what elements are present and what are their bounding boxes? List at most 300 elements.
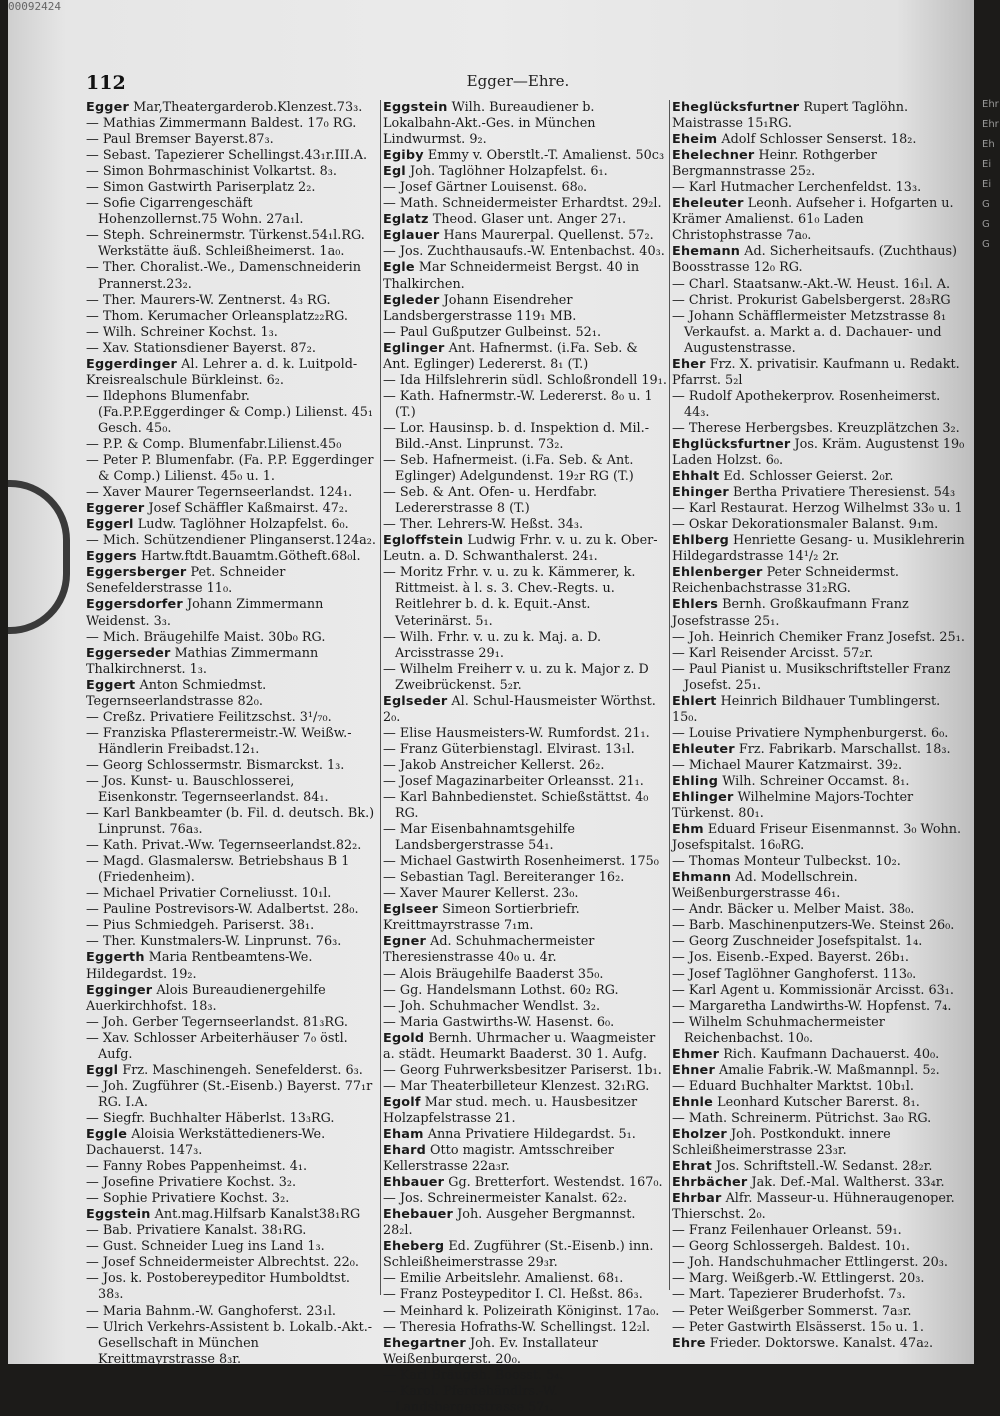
entry-text: Sebastian Tagl. Bereiteranger 16₂. bbox=[399, 870, 625, 886]
entry-text: Henriette Gesang- u. Musiklehrerin Hildegardstrasse 14¹/₂ 2r. bbox=[672, 533, 965, 565]
entry-text: Margaretha Landwirths-W. Hopfenst. 7₄. bbox=[688, 998, 952, 1014]
directory-subentry bbox=[672, 501, 968, 517]
entry-text: Joh. Ausgeher Bergmannst. 28₂l. bbox=[383, 1207, 636, 1239]
surname-heading: Eggl bbox=[86, 1062, 119, 1078]
entry-text: Joh. Ev. Installateur Weißenburgerst. 20₀. bbox=[383, 1335, 598, 1367]
directory-subentry bbox=[672, 293, 968, 309]
entry-text: Ther. Kunstmalers-W. Linprunst. 76₃. bbox=[102, 934, 342, 950]
directory-subentry bbox=[383, 1320, 668, 1336]
entry-text: Karl Agent u. Kommissionär Arcisst. 63₁. bbox=[688, 982, 954, 998]
entry-text: Ther. Maurers-W. Zentnerst. 4₃ RG. bbox=[102, 292, 331, 308]
entry-text: Oskar Dekorationsmaler Balanst. 9₁m. bbox=[688, 517, 939, 533]
surname-heading: Eglauer bbox=[383, 228, 440, 244]
directory-entry bbox=[672, 196, 968, 244]
entry-text: Emmy v. Oberstlt.-T. Amalienst. 50c₃ bbox=[427, 148, 665, 164]
entry-text: Paul Pianist u. Musikschriftsteller Franz Josefst. 25₁. bbox=[684, 661, 951, 693]
directory-subentry bbox=[86, 325, 376, 341]
entry-text: Jakob Anstreicher Kellerst. 26₂. bbox=[399, 757, 605, 773]
surname-heading: Egiby bbox=[383, 148, 424, 164]
directory-subentry bbox=[86, 1223, 376, 1239]
entry-text: Leonh. Aufseher i. Hofgarten u. Krämer Amalienst. 61₀ Laden Christophstrasse 7a₀. bbox=[672, 196, 954, 244]
directory-entry bbox=[383, 694, 668, 726]
entry-text: Josef Magazinarbeiter Orleansst. 21₁. bbox=[399, 773, 644, 789]
entry-text: Ida Hilfslehrerin südl. Schloßrondell 19₁. bbox=[399, 372, 667, 388]
directory-subentry bbox=[383, 1015, 668, 1031]
entry-text: Seb. & Ant. Ofen- u. Herdfabr. Ledererstrasse 8 (T.) bbox=[395, 485, 597, 517]
directory-subentry bbox=[86, 774, 376, 806]
directory-entry bbox=[86, 983, 376, 1015]
directory-entry bbox=[672, 533, 968, 565]
entry-text: Ludwig Frhr. v. u. zu k. Ober-Leutn. a. D. Schwanthalerst. 24₁. bbox=[383, 533, 658, 565]
directory-entry bbox=[383, 1127, 668, 1143]
surname-heading: Ehre bbox=[672, 1335, 706, 1351]
column-rule bbox=[380, 100, 381, 1295]
entry-text: Math. Schreinerm. Pütrichst. 3a₀ RG. bbox=[688, 1110, 932, 1126]
column-2 bbox=[383, 100, 668, 1415]
entry-text: Karl Restaurat. Herzog Wilhelmst 33₀ u. 1 bbox=[688, 501, 963, 517]
directory-subentry bbox=[672, 646, 968, 662]
surname-heading: Ehner bbox=[672, 1062, 715, 1078]
surname-heading: Eglseder bbox=[383, 693, 448, 709]
scan-number: 00092424 bbox=[8, 0, 61, 13]
entry-text: Georg Zuschneider Josefspitalst. 1₄. bbox=[688, 934, 923, 950]
surname-heading: Eggerl bbox=[86, 517, 134, 533]
entry-text: Bertha Privatiere Theresienst. 54₃ bbox=[732, 485, 956, 501]
entry-text: Johann Schäfflermeister Metzstrasse 8₁ Verkaufst. a. Markt a. d. Dachauer- und Augustenstrasse. bbox=[684, 308, 947, 356]
directory-subentry bbox=[86, 1271, 376, 1303]
entry-text: Wilhelmine Majors-Tochter Türkenst. 80₁. bbox=[672, 790, 914, 822]
directory-subentry bbox=[86, 1191, 376, 1207]
entry-text: Mar Theaterbilleteur Klenzest. 32₁RG. bbox=[399, 1078, 650, 1094]
entry-text: Al. Lehrer a. d. k. Luitpold-Kreisrealschule Bürkleinst. 6₂. bbox=[86, 356, 358, 388]
entry-text: Pet. Schneider Senefelderstrasse 11₀. bbox=[86, 565, 286, 597]
directory-entry bbox=[86, 501, 376, 517]
directory-subentry bbox=[86, 341, 376, 357]
directory-entry bbox=[383, 934, 668, 966]
directory-subentry bbox=[86, 309, 376, 325]
directory-subentry bbox=[383, 1304, 668, 1320]
entry-text: Joh. Zugführer (St.-Eisenb.) Bayerst. 77₁r RG. I.A. bbox=[98, 1078, 373, 1110]
entry-text: Karol. Pferdehändlrs.-W. Landsbergerstrasse 57₁. bbox=[395, 1383, 558, 1415]
surname-heading: Ehm bbox=[672, 822, 704, 838]
entry-text: Mich. Bräugehilfe Maist. 30b₀ RG. bbox=[102, 629, 326, 645]
surname-heading: Eggersberger bbox=[86, 565, 187, 581]
directory-subentry bbox=[383, 662, 668, 694]
entry-text: Charl. Staatsanw.-Akt.-W. Heust. 16₁l. A. bbox=[688, 276, 951, 292]
directory-subentry bbox=[86, 293, 376, 309]
surname-heading: Eggstein bbox=[86, 1207, 151, 1223]
surname-heading: Ehlert bbox=[672, 693, 717, 709]
entry-text: Alois Bureaudienergehilfe Auerkirchhofst. 18₃. bbox=[86, 982, 326, 1014]
entry-text: Alfr. Masseur-u. Hühneraugenoper. Thierschst. 2₀. bbox=[672, 1191, 955, 1223]
entry-text: Eduard Friseur Eisenmannst. 3₀ Wohn. Josefspitalst. 16₀RG. bbox=[672, 822, 962, 854]
edge-fragment: Ei bbox=[982, 179, 992, 190]
entry-text: Bernh. Uhrmacher u. Waagmeister a. städt. Heumarkt Baaderst. 30 1. Aufg. bbox=[383, 1030, 656, 1062]
directory-subentry bbox=[383, 967, 668, 983]
surname-heading: Eholzer bbox=[672, 1127, 727, 1142]
entry-text: Lor. Hausinsp. b. d. Inspektion d. Mil.-Bild.-Anst. Linprunst. 73₂. bbox=[395, 420, 650, 452]
directory-subentry bbox=[383, 742, 668, 758]
directory-subentry bbox=[86, 902, 376, 918]
entry-text: Simon Bohrmaschinist Volkartst. 8₃. bbox=[102, 164, 337, 180]
entry-text: Franz Güterbienstagl. Elvirast. 13₁l. bbox=[399, 741, 635, 757]
directory-subentry bbox=[672, 1015, 968, 1047]
directory-entry bbox=[383, 1336, 668, 1368]
directory-subentry bbox=[672, 1111, 968, 1127]
surname-heading: Eggerseder bbox=[86, 645, 171, 661]
directory-subentry bbox=[672, 309, 968, 357]
directory-subentry bbox=[86, 148, 376, 164]
directory-entry bbox=[86, 357, 376, 389]
entry-text: Jos. Kräm. Augustenst 19₀ Laden Holzst. 6₀. bbox=[672, 436, 965, 469]
directory-subentry bbox=[383, 726, 668, 742]
entry-text: Mar Eisenbahnamtsgehilfe Landsbergerstrasse 54₁. bbox=[395, 822, 575, 854]
entry-text: Karl Bahnbedienstet. Schießstättst. 4₀ RG. bbox=[395, 790, 649, 822]
directory-entry bbox=[672, 1191, 968, 1223]
entry-text: Rupert Taglöhn. Maistrasse 15₁RG. bbox=[672, 100, 909, 132]
entry-text: Mich. Schützendiener Plinganserst.124a₂. bbox=[102, 533, 376, 549]
entry-text: Amalie Fabrik.-W. Maßmannpl. 5₂. bbox=[719, 1062, 940, 1078]
entry-text: Joh. Schuhmacher Wendlst. 3₂. bbox=[399, 998, 601, 1014]
entry-text: Xaver Maurer Tegernseerlandst. 124₁. bbox=[102, 485, 353, 501]
entry-text: Gg. Handelsmann Lothst. 60₂ RG. bbox=[399, 982, 619, 998]
entry-text: Peter Schneidermst. Reichenbachstrasse 31₂RG. bbox=[672, 565, 899, 597]
directory-entry bbox=[86, 565, 376, 597]
entry-text: Ed. Schlosser Geierst. 2₀r. bbox=[723, 469, 894, 485]
directory-subentry bbox=[86, 164, 376, 180]
entry-text: Ad. Sicherheitsaufs. (Zuchthaus) Boosstrasse 12₀ RG. bbox=[672, 244, 958, 276]
entry-text: Gust. Schneider Lueg ins Land 1₃. bbox=[102, 1239, 325, 1255]
directory-subentry bbox=[383, 1191, 668, 1207]
directory-entry bbox=[383, 164, 668, 180]
entry-text: Karl Bankbeamter (b. Fil. d. deutsch. Bk.) Linprunst. 76a₃. bbox=[98, 806, 375, 838]
directory-subentry bbox=[86, 934, 376, 950]
directory-subentry bbox=[672, 1223, 968, 1239]
directory-entry bbox=[86, 646, 376, 678]
directory-entry bbox=[672, 1336, 968, 1352]
running-head: Egger—Ehre. bbox=[466, 72, 570, 90]
directory-subentry bbox=[383, 1079, 668, 1095]
entry-text: Wilhelm Schuhmachermeister Reichenbachst. 10₀. bbox=[684, 1014, 885, 1046]
surname-heading: Egold bbox=[383, 1030, 425, 1046]
entry-text: Wilhelm Freiherr v. u. zu k. Major z. D Zweibrückenst. 5₂r. bbox=[395, 661, 649, 693]
entry-text: Jos. k. Postobereypeditor Humboldtst. 38₃. bbox=[98, 1271, 350, 1303]
surname-heading: Egger bbox=[86, 100, 130, 115]
entry-text: Leonhard Kutscher Barerst. 8₁. bbox=[717, 1094, 920, 1110]
entry-text: Peter P. Blumenfabr. (Fa. P.P. Eggerdinger & Comp.) Lilienst. 45₀ u. 1. bbox=[98, 453, 374, 485]
directory-subentry bbox=[672, 999, 968, 1015]
directory-subentry bbox=[383, 1384, 668, 1416]
surname-heading: Ehling bbox=[672, 773, 719, 789]
edge-fragment: G bbox=[982, 219, 990, 230]
entry-text: Emilie Arbeitslehr. Amalienst. 68₁. bbox=[399, 1271, 624, 1287]
directory-entry bbox=[383, 1239, 668, 1271]
entry-text: Alois Bräugehilfe Baaderst 35₀. bbox=[399, 966, 604, 982]
entry-text: Johann Zimmermann Weidenst. 3₃. bbox=[86, 597, 324, 629]
entry-text: Heinr. Rothgerber Bergmannstrasse 25₂. bbox=[672, 148, 877, 180]
entry-text: Maria Gastwirths-W. Hasenst. 6₀. bbox=[399, 1014, 615, 1030]
surname-heading: Eggerth bbox=[86, 950, 145, 966]
entry-text: Jos. Zuchthausaufs.-W. Entenbachst. 40₃. bbox=[399, 244, 665, 260]
directory-subentry bbox=[672, 726, 968, 742]
directory-subentry bbox=[86, 886, 376, 902]
directory-subentry bbox=[86, 838, 376, 854]
surname-heading: Ehhalt bbox=[672, 469, 720, 485]
surname-heading: Eglatz bbox=[383, 212, 429, 228]
surname-heading: Ehmann bbox=[672, 870, 732, 886]
directory-entry bbox=[383, 100, 668, 148]
entry-text: Sebast. Tapezierer Schellingst.43₁r.III.A. bbox=[102, 148, 368, 164]
entry-text: Franziska Pflasterermeistr.-W. Weißw.-Händlerin Freibadst.12₁. bbox=[98, 725, 352, 757]
directory-entry bbox=[672, 565, 968, 597]
entry-text: Moritz Frhr. v. u. zu k. Kämmerer, k. Rittmeist. à l. s. 3. Chev.-Regts. u. Reitlehrer b. d. k. Equit.-Anst. Veterinärst. 5₁. bbox=[395, 565, 636, 629]
directory-subentry bbox=[383, 1271, 668, 1287]
surname-heading: Ehelechner bbox=[672, 148, 755, 164]
column-rule bbox=[669, 100, 670, 1290]
entry-text: P.P. & Comp. Blumenfabr.Lilienst.45₀ bbox=[102, 436, 342, 452]
entry-text: Karl Hutmacher Lerchenfeldst. 13₃. bbox=[688, 180, 922, 196]
edge-fragment: G bbox=[982, 199, 990, 210]
entry-text: Jos. Schreinermeister Kanalst. 62₂. bbox=[399, 1191, 628, 1207]
entry-text: Xav. Schlosser Arbeiterhäuser 7₀ östl. Aufg. bbox=[98, 1030, 348, 1062]
directory-entry bbox=[383, 293, 668, 325]
directory-entry bbox=[383, 533, 668, 565]
directory-entry bbox=[86, 100, 376, 116]
directory-subentry bbox=[672, 967, 968, 983]
directory-entry bbox=[672, 742, 968, 758]
directory-subentry bbox=[672, 1271, 968, 1287]
entry-text: Creßz. Privatiere Feilitzschst. 3¹/₇₀. bbox=[102, 709, 332, 725]
directory-subentry bbox=[86, 1015, 376, 1031]
entry-text: Magd. Glasmalersw. Betriebshaus B 1 (Friedenheim). bbox=[98, 854, 350, 886]
directory-subentry bbox=[383, 630, 668, 662]
directory-subentry bbox=[672, 758, 968, 774]
directory-subentry bbox=[383, 180, 668, 196]
directory-subentry bbox=[383, 485, 668, 517]
directory-subentry bbox=[86, 1111, 376, 1127]
directory-subentry bbox=[672, 1287, 968, 1303]
directory-subentry bbox=[672, 421, 968, 437]
directory-subentry bbox=[383, 1287, 668, 1303]
directory-entry bbox=[383, 1207, 668, 1239]
directory-entry bbox=[86, 1207, 376, 1223]
directory-subentry bbox=[672, 517, 968, 533]
entry-text: Simeon Sortierbriefr. Kreittmayrstrasse 7₁m. bbox=[383, 902, 580, 934]
entry-text: Jos. Eisenb.-Exped. Bayerst. 26b₁. bbox=[688, 950, 909, 966]
entry-text: Paul Bremser Bayerst.87₃. bbox=[102, 132, 274, 148]
surname-heading: Egle bbox=[383, 260, 415, 276]
entry-text: Georg Fuhrwerksbesitzer Pariserst. 1b₁. bbox=[399, 1062, 662, 1078]
directory-entry bbox=[86, 1127, 376, 1159]
directory-subentry bbox=[383, 822, 668, 854]
entry-text: Pius Schmiedgeh. Pariserst. 38₁. bbox=[102, 918, 315, 934]
directory-entry bbox=[383, 260, 668, 292]
entry-text: Al. Schul-Hausmeister Wörthst. 2₀. bbox=[383, 693, 656, 725]
entry-text: Theod. Glaser unt. Anger 27₁. bbox=[432, 212, 627, 228]
entry-text: Louise Privatiere Nymphenburgerst. 6₀. bbox=[688, 725, 949, 741]
surname-heading: Ehard bbox=[383, 1143, 426, 1159]
directory-subentry bbox=[86, 1255, 376, 1271]
directory-subentry bbox=[86, 180, 376, 196]
surname-heading: Eheim bbox=[672, 132, 718, 148]
entry-text: Georg Schlossermstr. Bismarckst. 1₃. bbox=[102, 757, 345, 773]
entry-text: Seb. Hafnermeist. (i.Fa. Seb. & Ant. Eglinger) Adelgundenst. 19₂r RG (T.) bbox=[395, 453, 634, 485]
directory-subentry bbox=[86, 758, 376, 774]
directory-subentry bbox=[383, 999, 668, 1015]
entry-text: Xaver Maurer Kellerst. 23₀. bbox=[399, 886, 579, 902]
directory-subentry bbox=[672, 934, 968, 950]
entry-text: Joh. Gerber Tegernseerlandst. 81₃RG. bbox=[102, 1014, 348, 1030]
entry-text: Hans Maurerpal. Quellenst. 57₂. bbox=[443, 228, 654, 244]
directory-subentry bbox=[383, 1368, 668, 1384]
surname-heading: Eggle bbox=[86, 1127, 128, 1142]
directory-entry bbox=[672, 1047, 968, 1063]
directory-entry bbox=[672, 597, 968, 629]
surname-heading: Egolf bbox=[383, 1094, 421, 1110]
entry-text: Frz. X. privatisir. Kaufmann u. Redakt. Pfarrst. 5₂l bbox=[672, 356, 960, 388]
directory-entry bbox=[86, 549, 376, 565]
entry-text: Jos. Schriftstell.-W. Sedanst. 28₂r. bbox=[716, 1159, 933, 1175]
directory-subentry bbox=[672, 277, 968, 293]
surname-heading: Eglseer bbox=[383, 902, 438, 918]
surname-heading: Ehglücksfurtner bbox=[672, 436, 791, 452]
next-page-edge bbox=[982, 95, 1000, 295]
entry-text: Ther. Choralist.-We., Damenschneiderin Prannerst.23₂. bbox=[98, 260, 361, 292]
directory-subentry bbox=[383, 758, 668, 774]
entry-text: Mar Schneidermeist Bergst. 40 in Thalkirchen. bbox=[383, 260, 640, 292]
directory-subentry bbox=[383, 244, 668, 260]
entry-text: Elise Hausmeisters-W. Rumfordst. 21₁. bbox=[399, 725, 650, 741]
directory-entry bbox=[86, 678, 376, 710]
directory-subentry bbox=[86, 485, 376, 501]
surname-heading: Eheglücksfurtner bbox=[672, 100, 800, 115]
entry-text: Joh. Handschuhmacher Ettlingerst. 20₃. bbox=[688, 1255, 948, 1271]
entry-text: Hartw.ftdt.Bauamtm.Götheft.68₀l. bbox=[140, 549, 361, 565]
directory-entry bbox=[383, 148, 668, 164]
surname-heading: Eglinger bbox=[383, 340, 445, 356]
entry-text: Wilh. Schreiner Occamst. 8₁. bbox=[722, 773, 910, 789]
directory-entry bbox=[672, 774, 968, 790]
directory-entry bbox=[672, 1127, 968, 1159]
entry-text: Ulrich Verkehrs-Assistent b. Lokalb.-Akt.-Gesellschaft in München Kreittmayrstrasse 8₃r. bbox=[98, 1319, 373, 1367]
entry-text: Wilh. Frhr. v. u. zu k. Maj. a. D. Arcisstrasse 29₁. bbox=[395, 629, 602, 661]
entry-text: Meinhard k. Polizeirath Königinst. 17a₀. bbox=[399, 1303, 660, 1319]
entry-text: Therese Herbergsbes. Kreuzplätzchen 3₂. bbox=[688, 420, 960, 436]
directory-subentry bbox=[672, 1304, 968, 1320]
entry-text: Frieder. Doktorswe. Kanalst. 47a₂. bbox=[709, 1335, 934, 1351]
entry-text: Josef Schäffler Kaßmairst. 47₂. bbox=[148, 501, 349, 517]
directory-subentry bbox=[672, 1079, 968, 1095]
entry-text: Paul Gußputzer Gulbeinst. 52₁. bbox=[399, 324, 602, 340]
directory-subentry bbox=[383, 870, 668, 886]
entry-text: Joh. Heinrich Chemiker Franz Josefst. 25₁. bbox=[688, 629, 965, 645]
edge-fragment: Ehr bbox=[982, 99, 999, 110]
directory-entry bbox=[86, 517, 376, 533]
page-number: 112 bbox=[86, 72, 126, 94]
surname-heading: Ehrbächer bbox=[672, 1175, 748, 1191]
entry-text: Rich. Kaufmann Dachauerst. 40₀. bbox=[723, 1046, 940, 1062]
directory-entry bbox=[383, 902, 668, 934]
directory-subentry bbox=[672, 630, 968, 646]
entry-text: Sofie Cigarrengeschäft Hohenzollernst.75 Wohn. 27a₁l. bbox=[98, 196, 304, 228]
entry-text: Eduard Buchhalter Marktst. 10b₁l. bbox=[688, 1078, 914, 1094]
surname-heading: Ehinger bbox=[672, 485, 729, 501]
entry-text: Xav. Stationsdiener Bayerst. 87₂. bbox=[102, 340, 316, 356]
directory-subentry bbox=[86, 1239, 376, 1255]
surname-heading: Eggers bbox=[86, 549, 137, 565]
directory-subentry bbox=[383, 325, 668, 341]
directory-subentry bbox=[86, 196, 376, 228]
directory-entry bbox=[672, 870, 968, 902]
entry-text: Siegfr. Buchhalter Häberlst. 13₃RG. bbox=[102, 1110, 335, 1126]
surname-heading: Eher bbox=[672, 356, 706, 372]
entry-text: Wilh. Schreiner Kochst. 1₃. bbox=[102, 324, 278, 340]
column-1 bbox=[86, 100, 376, 1367]
directory-subentry bbox=[383, 517, 668, 533]
surname-heading: Eheleuter bbox=[672, 196, 744, 212]
entry-text: Gg. Bretterfort. Westendst. 167₀. bbox=[448, 1175, 663, 1191]
entry-text: Johann Eisendreher Landsbergerstrasse 119₁ MB. bbox=[383, 292, 577, 324]
directory-subentry bbox=[672, 1255, 968, 1271]
entry-text: Barb. Maschinenputzers-We. Steinst 26₀. bbox=[688, 918, 955, 934]
surname-heading: Ehlenberger bbox=[672, 565, 763, 581]
directory-subentry bbox=[672, 1320, 968, 1336]
entry-text: Ildephons Blumenfabr.(Fa.P.P.Eggerdinger & Comp.) Lilienst. 45₁ Gesch. 45₀. bbox=[98, 388, 374, 436]
entry-text: Mart. Tapezierer Bruderhofst. 7₃. bbox=[688, 1287, 906, 1303]
directory-entry bbox=[672, 469, 968, 485]
directory-entry bbox=[383, 212, 668, 228]
entry-text: Sophie Privatiere Kochst. 3₂. bbox=[102, 1191, 290, 1207]
entry-text: Michael Privatier Corneliusst. 10₁l. bbox=[102, 886, 332, 902]
entry-text: Simon Gastwirth Pariserplatz 2₂. bbox=[102, 180, 316, 196]
entry-text: Ant. Hafnermst. (i.Fa. Seb. & Ant. Eglinger) Ledererst. 8₁ (T.) bbox=[383, 340, 638, 372]
entry-text: Thom. Kerumacher Orleansplatz₂₂RG. bbox=[102, 308, 348, 324]
entry-text: Peter Gastwirth Elsässerst. 15₀ u. 1. bbox=[688, 1319, 924, 1335]
entry-text: Jak. Def.-Mal. Waltherst. 33₄r. bbox=[751, 1175, 945, 1191]
surname-heading: Ehbauer bbox=[383, 1175, 445, 1191]
directory-subentry bbox=[86, 1304, 376, 1320]
entry-text: Maria Bahnm.-W. Ganghoferst. 23₁l. bbox=[102, 1303, 336, 1319]
entry-text: Pauline Postrevisors-W. Adalbertst. 28₀. bbox=[102, 902, 359, 918]
surname-heading: Ehleuter bbox=[672, 741, 735, 757]
directory-entry bbox=[672, 437, 968, 469]
entry-text: Georg Schlossergeh. Baldest. 10₁. bbox=[688, 1239, 910, 1255]
surname-heading: Ehmer bbox=[672, 1046, 720, 1062]
directory-entry bbox=[672, 100, 968, 132]
surname-heading: Eheberg bbox=[383, 1239, 445, 1255]
directory-subentry bbox=[383, 1063, 668, 1079]
directory-subentry bbox=[86, 260, 376, 292]
surname-heading: Ehrbar bbox=[672, 1191, 722, 1207]
directory-entry bbox=[86, 950, 376, 982]
surname-heading: Ehrat bbox=[672, 1159, 712, 1175]
directory-subentry bbox=[672, 983, 968, 999]
entry-text: Steph. Schreinermstr. Türkenst.54₁l.RG. Werkstätte äuß. Schleißheimerst. 1a₀. bbox=[98, 228, 365, 260]
directory-subentry bbox=[86, 1031, 376, 1063]
entry-text: Michael Maurer Katzmairst. 39₂. bbox=[688, 757, 903, 773]
directory-subentry bbox=[383, 389, 668, 421]
directory-subentry bbox=[383, 373, 668, 389]
directory-subentry bbox=[672, 854, 968, 870]
surname-heading: Ehlinger bbox=[672, 790, 734, 806]
directory-subentry bbox=[672, 918, 968, 934]
directory-subentry bbox=[86, 710, 376, 726]
entry-text: Anton Schmiedmst. Tegernseerlandstrasse 82₀. bbox=[86, 677, 267, 709]
directory-entry bbox=[672, 1063, 968, 1079]
directory-entry bbox=[672, 485, 968, 501]
edge-fragment: Eh bbox=[982, 139, 995, 150]
entry-text: Adolf Schlosser Senserst. 18₂. bbox=[721, 132, 917, 148]
